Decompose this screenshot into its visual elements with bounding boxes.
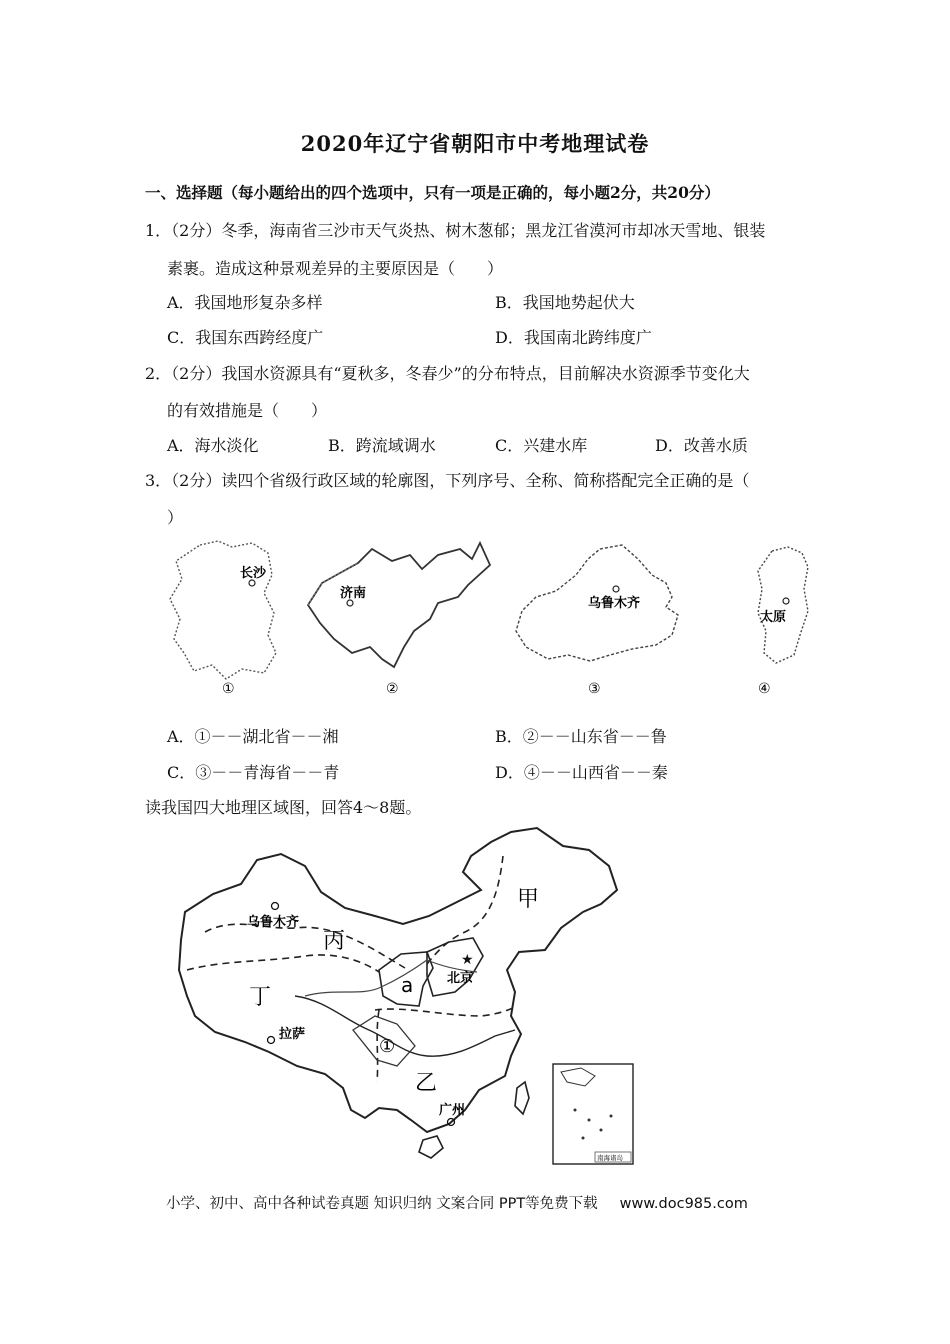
map4-number: ④ xyxy=(758,681,771,697)
urumqi-map-marker xyxy=(272,903,279,910)
q3-option-b: B．②－－山东省－－鲁 xyxy=(495,727,667,746)
footer xyxy=(166,1192,748,1213)
urumqi-marker xyxy=(613,586,619,592)
region-one-label: ① xyxy=(379,1036,396,1057)
changsha-label: 长沙 xyxy=(240,566,267,581)
shandong-outline xyxy=(308,543,490,667)
q2-option-c: C．兴建水库 xyxy=(495,436,588,455)
region-ding-label: 丁 xyxy=(249,985,272,1010)
beijing-map-label: 北京 xyxy=(447,971,474,986)
q1-option-a: A．我国地形复杂多样 xyxy=(167,293,323,312)
q1-line2: 素裹。造成这种景观差异的主要原因是（ ） xyxy=(167,259,504,278)
region-a-label: a xyxy=(401,973,414,997)
footer-text: 小学、初中、高中各种试卷真题 知识归纳 文案合同 PPT等免费下载 xyxy=(166,1196,598,1212)
china-regions-map xyxy=(165,820,645,1170)
urumqi-label: 乌鲁木齐 xyxy=(588,596,641,611)
lhasa-map-marker xyxy=(268,1037,275,1044)
q2-line1: 2．（2分）我国水资源具有“夏秋多，冬春少”的分布特点，目前解决水资源季节变化大 xyxy=(145,364,750,383)
boundary-jia xyxy=(427,856,503,964)
south-sea-inset-label: 南海诸岛 xyxy=(597,1154,623,1162)
boundary-bing-south xyxy=(187,955,379,972)
q1-option-d: D．我国南北跨纬度广 xyxy=(495,328,652,347)
boundary-qinling-huaihe xyxy=(375,1006,517,1016)
q2-line2: 的有效措施是（ ） xyxy=(167,401,328,420)
province-outlines-figure xyxy=(160,535,810,705)
q2-option-d: D．改善水质 xyxy=(655,436,748,455)
region-jia-label: 甲 xyxy=(517,887,540,912)
jinan-label: 济南 xyxy=(340,586,367,601)
lhasa-map-label: 拉萨 xyxy=(279,1027,306,1042)
shanxi-outline xyxy=(758,547,808,663)
q2-option-a: A．海水淡化 xyxy=(167,436,259,455)
section-heading: 一、选择题（每小题给出的四个选项中，只有一项是正确的，每小题2分，共20分） xyxy=(145,183,720,202)
china-outline xyxy=(179,828,617,1132)
region-bing-label: 丙 xyxy=(323,929,346,954)
q3-line1: 3．（2分）读四个省级行政区域的轮廓图，下列序号、全称、简称搭配完全正确的是（ xyxy=(145,471,750,490)
urumqi-map-label: 乌鲁木齐 xyxy=(247,915,300,930)
map3-number: ③ xyxy=(588,681,601,697)
q3-option-a: A．①－－湖北省－－湘 xyxy=(167,727,339,746)
q2-option-b: B．跨流域调水 xyxy=(328,436,436,455)
q3-line2: ） xyxy=(167,508,184,527)
hainan-outline xyxy=(419,1136,443,1158)
taiwan-outline xyxy=(515,1082,529,1114)
footer-site-link[interactable]: www.doc985.com xyxy=(619,1196,748,1212)
q4-8-intro: 读我国四大地理区域图，回答4～8题。 xyxy=(145,798,422,817)
q1-option-c: C．我国东西跨经度广 xyxy=(167,328,324,347)
q1-option-b: B．我国地势起伏大 xyxy=(495,293,635,312)
map2-number: ② xyxy=(386,681,399,697)
guangzhou-map-label: 广州 xyxy=(439,1103,466,1118)
hunan-outline xyxy=(170,541,276,679)
q3-option-c: C．③－－青海省－－青 xyxy=(167,763,340,782)
map1-number: ① xyxy=(222,681,235,697)
taiyuan-label: 太原 xyxy=(760,610,787,625)
boundary-bing-north xyxy=(205,924,405,968)
beijing-star-icon: ★ xyxy=(461,952,474,968)
north-area-outline xyxy=(427,938,483,996)
region-yi-label: 乙 xyxy=(415,1071,438,1096)
q3-option-d: D．④－－山西省－－秦 xyxy=(495,763,668,782)
page-title: 2020年辽宁省朝阳市中考地理试卷 xyxy=(300,131,650,156)
q1-line1: 1．（2分）冬季，海南省三沙市天气炎热、树木葱郁；黑龙江省漠河市却冰天雪地、银装 xyxy=(145,221,766,240)
taiyuan-marker xyxy=(783,598,789,604)
